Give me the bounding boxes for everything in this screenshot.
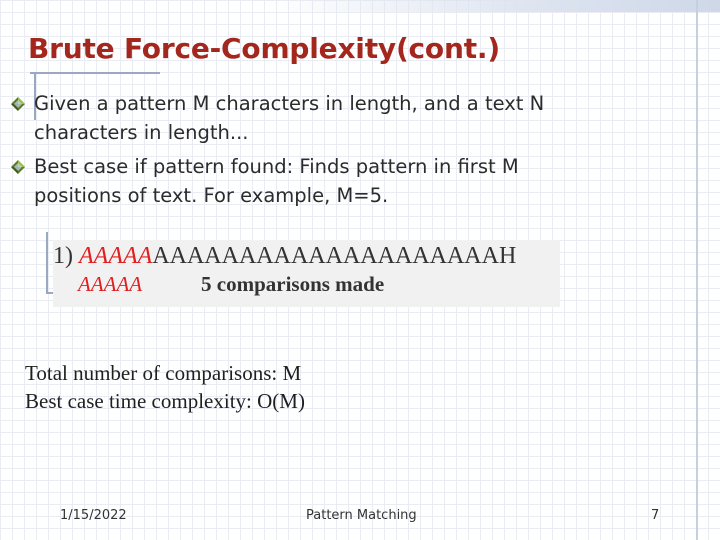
- footer-date: 1/15/2022: [60, 508, 127, 523]
- bullet-text: Best case if pattern found: Finds pattern in first M positions of text. For example, M=5.: [34, 155, 519, 207]
- summary-line: Best case time complexity: O(M): [25, 389, 305, 413]
- footer-page-number: 7: [651, 508, 660, 523]
- decorative-right-line: [696, 0, 698, 540]
- decorative-bracket-line: [46, 232, 48, 294]
- bullet-text: Given a pattern M characters in length, and a text N characters in length...: [34, 92, 545, 144]
- example-pattern: AAAAA: [78, 272, 143, 296]
- bullet-list: [10, 90, 610, 216]
- diamond-bullet-icon: [10, 96, 26, 112]
- example-comparisons-note: 5 comparisons made: [201, 272, 385, 296]
- summary-line: Total number of comparisons: M: [25, 361, 302, 385]
- example-remaining-text: AAAAAAAAAAAAAAAAAAAAH: [152, 243, 517, 269]
- example-figure: [53, 240, 560, 307]
- example-text-line: [53, 243, 516, 269]
- slide-title: Brute Force-Complexity(cont.): [28, 32, 500, 65]
- diamond-bullet-icon: [10, 159, 26, 175]
- summary-block: [25, 359, 305, 415]
- example-matched-text: AAAAA: [79, 243, 153, 269]
- bullet-item: [10, 153, 610, 210]
- decorative-top-band: [265, 0, 720, 12]
- footer-title: Pattern Matching: [306, 508, 417, 523]
- bullet-item: [10, 90, 610, 147]
- example-pattern-line: [78, 271, 385, 297]
- example-line-number: 1): [53, 243, 73, 269]
- decorative-title-line: [30, 72, 160, 74]
